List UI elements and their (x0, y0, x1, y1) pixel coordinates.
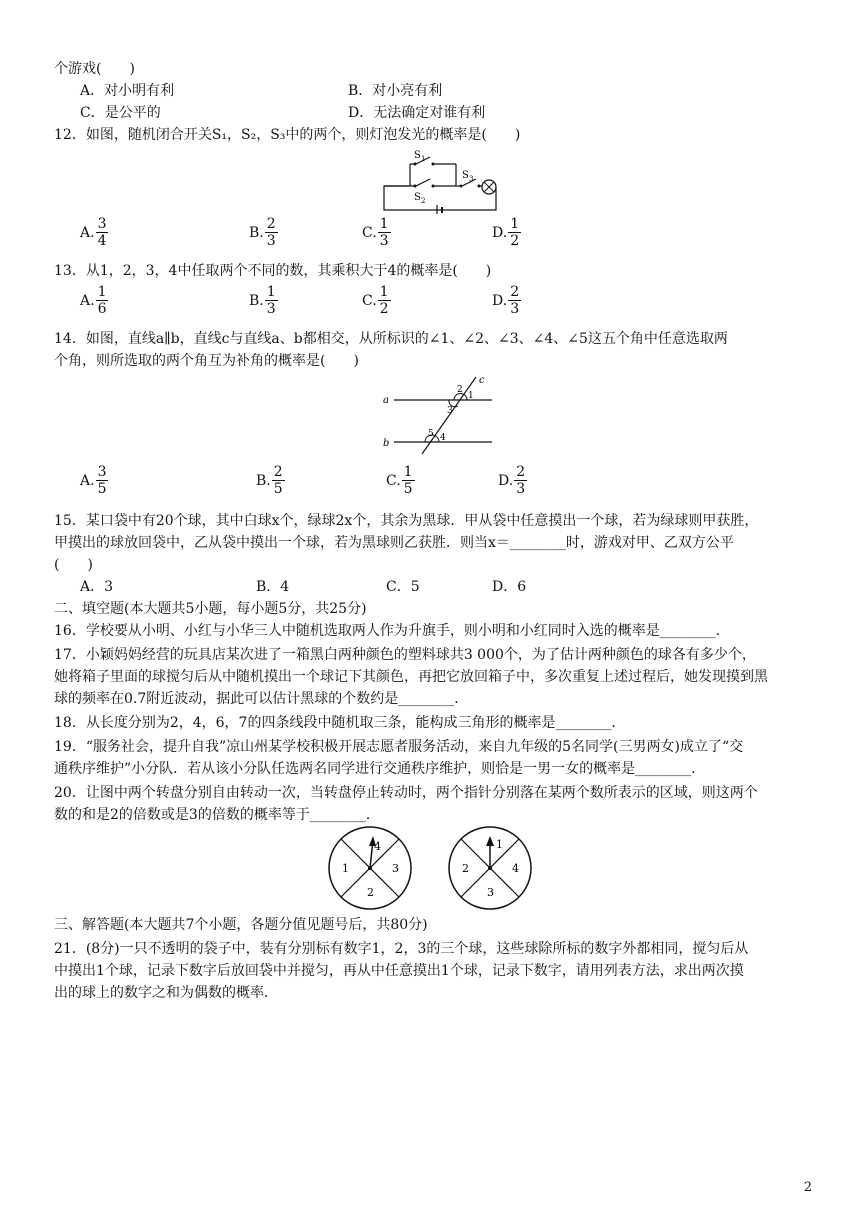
q13-option-a: A. $\frac{1}{6}$ (80, 284, 107, 317)
q21-stem-line2: 中摸出1个球，记录下数字后放回袋中并搅匀，再从中任意摸出1个球，记录下数字，请用列表方法，求出两次摸 (54, 963, 744, 979)
switch-s2-label: S (414, 192, 421, 203)
q21-stem-line3: 出的球上的数字之和为偶数的概率． (54, 985, 278, 1001)
q19-stem-line2: 通秩序维护”小分队．若从该小分队任选两名同学进行交通秩序维护，则恰是一男一女的概率是________． (54, 761, 706, 777)
fraction: $\frac{2}{5}$ (273, 464, 283, 497)
q12-stem: 12．如图，随机闭合开关S₁，S₂，S₃中的两个，则灯泡发光的概率是( ) (54, 127, 521, 143)
q20-stem-line1: 20．让图中两个转盘分别自由转动一次，当转盘停止转动时，两个指针分别落在某两个数所表示的区域，则这两个 (54, 785, 758, 801)
fraction: $\frac{3}{4}$ (97, 216, 107, 249)
spinner-right-bottom: 3 (487, 886, 494, 899)
q11-option-c: C．是公平的 (80, 105, 161, 121)
spinner-left-bottom: 2 (367, 886, 374, 899)
fraction: $\frac{1}{3}$ (379, 216, 389, 249)
line-a-label: a (383, 395, 389, 406)
spinner-right (446, 824, 534, 912)
q14-option-a: A. $\frac{3}{5}$ (80, 464, 107, 497)
q12-option-b: B. $\frac{2}{3}$ (249, 216, 276, 249)
q20-stem-line2: 数的和是2的倍数或是3的倍数的概率等于________． (54, 807, 380, 823)
q15-option-a: A．3 (80, 579, 114, 595)
q15-stem-line2: 甲摸出的球放回袋中，乙从袋中摸出一个球，若为黑球则乙获胜．则当x＝________时，游戏对甲、乙双方公平 (54, 535, 734, 551)
q11-option-b: B．对小亮有利 (348, 83, 443, 99)
spinner-right-top: 1 (496, 838, 503, 851)
q17-stem-line2: 她将箱子里面的球搅匀后从中随机摸出一个球记下其颜色，再把它放回箱子中，多次重复上述过程后，她发现摸到黑 (54, 669, 768, 685)
switch-s1-label: S (414, 150, 421, 161)
q14-option-c: C. $\frac{1}{5}$ (386, 464, 413, 497)
q12-option-d: D. $\frac{1}{2}$ (492, 216, 520, 249)
q16-stem: 16．学校要从小明、小红与小华三人中随机选取两人作为升旗手，则小明和小红同时入选的概率是________． (54, 623, 730, 639)
q14-option-d: D. $\frac{2}{3}$ (498, 464, 526, 497)
fraction: $\frac{1}{6}$ (97, 284, 107, 317)
fraction: $\frac{2}{3}$ (266, 216, 276, 249)
q11-option-a: A．对小明有利 (80, 83, 175, 99)
q11-option-d: D．无法确定对谁有利 (348, 105, 486, 121)
angle-1-label: 1 (468, 391, 474, 401)
q19-stem-line1: 19．“服务社会，提升自我”凉山州某学校积极开展志愿者服务活动，来自九年级的5名同学(三男两女)成立了“交 (54, 739, 744, 755)
circuit-diagram (380, 146, 500, 214)
spinner-left-left: 1 (342, 862, 349, 875)
q15-option-c: C．5 (386, 579, 420, 595)
spinner-left-right: 3 (392, 862, 399, 875)
q15-stem-line1: 15．某口袋中有20个球，其中白球x个，绿球2x个，其余为黑球．甲从袋中任意摸出一个球，若为绿球则甲获胜， (54, 513, 759, 529)
q15-option-b: B．4 (256, 579, 290, 595)
q14-option-b: B. $\frac{2}{5}$ (256, 464, 283, 497)
spinner-right-left: 2 (462, 862, 469, 875)
q14-stem-line2: 个角，则所选取的两个角互为补角的概率是( ) (54, 353, 359, 369)
angle-5-label: 5 (428, 429, 434, 439)
q13-option-b: B. $\frac{1}{3}$ (249, 284, 276, 317)
q12-option-c: C. $\frac{1}{3}$ (362, 216, 389, 249)
line-c-label: c (479, 375, 485, 386)
q13-stem: 13．从1，2，3，4中任取两个不同的数，其乘积大于4的概率是( ) (54, 263, 492, 279)
q21-stem-line1: 21．(8分)一只不透明的袋子中，装有分别标有数字1，2，3的三个球，这些球除所标的数字外都相同，搅匀后从 (54, 941, 749, 957)
q13-option-d: D. $\frac{2}{3}$ (492, 284, 520, 317)
switch-s1-sub: 1 (421, 155, 426, 163)
q17-stem-line3: 球的频率在0.7附近波动，据此可以估计黑球的个数约是________． (54, 691, 469, 707)
page-number: 2 (803, 1180, 812, 1195)
angle-2-label: 2 (457, 385, 463, 395)
q18-stem: 18．从长度分别为2，4，6，7的四条线段中随机取三条，能构成三角形的概率是________． (54, 715, 626, 731)
section-3-heading: 三、解答题(本大题共7个小题，各题分值见题号后，共80分) (54, 917, 428, 933)
q15-option-d: D．6 (492, 579, 527, 595)
spinner-left (326, 824, 414, 912)
spinner-left-top: 4 (374, 840, 381, 853)
switch-s3-label: S (462, 170, 469, 181)
switch-s2-sub: 2 (421, 197, 426, 205)
fraction: $\frac{1}{3}$ (266, 284, 276, 317)
fraction: $\frac{2}{3}$ (510, 284, 520, 317)
q15-stem-line3: ( ) (54, 557, 93, 573)
line-b-label: b (383, 438, 390, 449)
switch-s3-sub: 3 (469, 175, 474, 183)
fraction: $\frac{1}{2}$ (379, 284, 389, 317)
parallel-lines-diagram (380, 372, 500, 454)
section-2-heading: 二、填空题(本大题共5小题，每小题5分，共25分) (54, 601, 367, 617)
fraction: $\frac{1}{5}$ (403, 464, 413, 497)
q13-option-c: C. $\frac{1}{2}$ (362, 284, 389, 317)
fraction: $\frac{3}{5}$ (97, 464, 107, 497)
angle-3-label: 3 (447, 406, 453, 416)
fraction: $\frac{1}{2}$ (510, 216, 520, 249)
fraction: $\frac{2}{3}$ (516, 464, 526, 497)
q11-tail: 个游戏( ) (54, 61, 135, 77)
angle-4-label: 4 (440, 433, 446, 443)
q12-option-a: A. $\frac{3}{4}$ (80, 216, 107, 249)
q14-stem-line1: 14．如图，直线a∥b，直线c与直线a、b都相交，从所标识的∠1、∠2、∠3、∠4、∠5这五个角中任意选取两 (54, 331, 728, 347)
q17-stem-line1: 17．小颖妈妈经营的玩具店某次进了一箱黑白两种颜色的塑料球共3 000个，为了估计两种颜色的球各有多少个， (54, 647, 756, 663)
spinner-right-right: 4 (512, 862, 519, 875)
